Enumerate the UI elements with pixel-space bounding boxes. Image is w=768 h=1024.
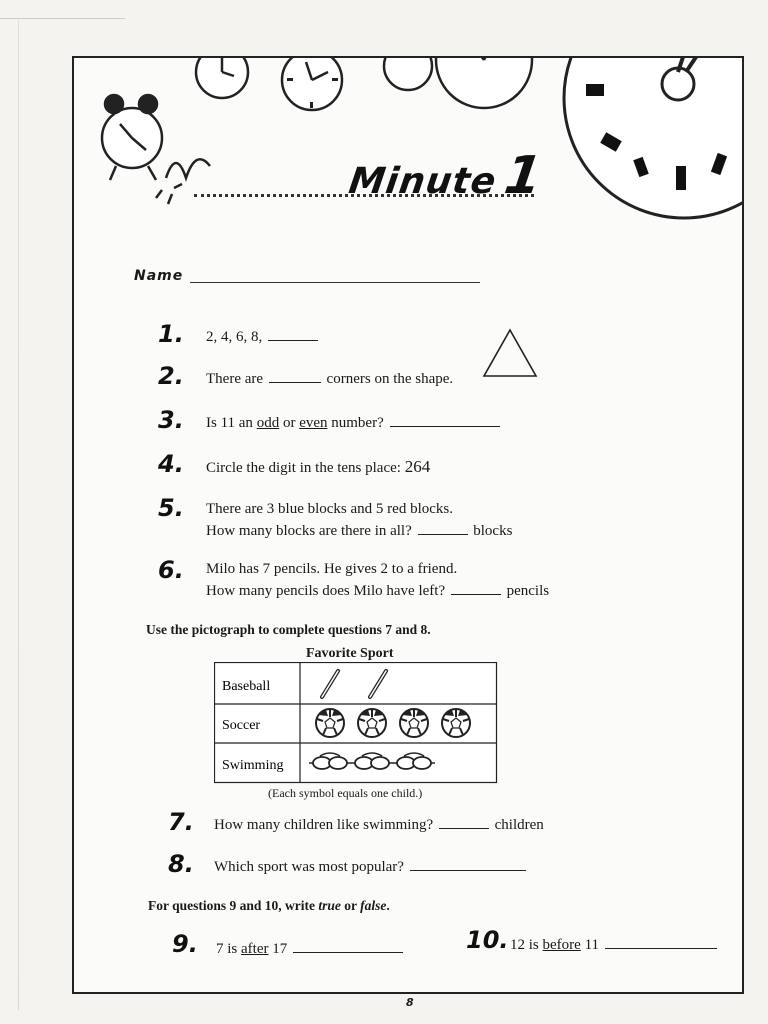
page-number: 8 bbox=[406, 996, 414, 1009]
name-label: Name bbox=[134, 268, 184, 284]
answer-blank[interactable] bbox=[268, 326, 318, 341]
question-number: 3. bbox=[158, 406, 184, 434]
soccer-ball-icon bbox=[400, 709, 428, 737]
title-number: 1 bbox=[500, 146, 547, 206]
question-number: 9. bbox=[172, 930, 198, 958]
question-number: 8. bbox=[168, 850, 194, 878]
pictograph-instructions: Use the pictograph to complete questions 7 and 8. bbox=[146, 622, 431, 637]
number-to-circle[interactable]: 264 bbox=[404, 457, 431, 476]
answer-blank[interactable] bbox=[451, 580, 501, 595]
question-text: Which sport was most popular? bbox=[214, 856, 528, 878]
large-clock-icon bbox=[564, 58, 744, 218]
triangle-shape bbox=[480, 326, 540, 380]
question-number: 1. bbox=[158, 320, 184, 348]
question-text: 12 is before 11 bbox=[510, 934, 719, 956]
question-text: Milo has 7 pencils. He gives 2 to a friend. How many pencils does Milo have left? pencils bbox=[206, 561, 550, 599]
question-text: 2, 4, 6, 8, bbox=[206, 326, 320, 348]
name-field[interactable] bbox=[190, 282, 480, 283]
scan-top-line bbox=[0, 18, 125, 19]
question-text: 7 is after 17 bbox=[216, 938, 405, 960]
title-dotted-line bbox=[194, 194, 534, 197]
question-text: Circle the digit in the tens place: 264 bbox=[206, 457, 431, 476]
worksheet-page bbox=[72, 56, 744, 994]
question-text: How many children like swimming? children bbox=[214, 814, 544, 836]
question-text: There are 3 blue blocks and 5 red blocks. How many blocks are there in all? blocks bbox=[206, 501, 513, 539]
row-label-swimming: Swimming bbox=[222, 758, 284, 773]
question-number: 6. bbox=[158, 556, 184, 584]
answer-blank[interactable] bbox=[293, 938, 403, 953]
page-title bbox=[346, 146, 547, 206]
chart-footnote: (Each symbol equals one child.) bbox=[268, 786, 423, 800]
question-number: 4. bbox=[158, 450, 184, 478]
true-false-instructions: For questions 9 and 10, write true or false. bbox=[148, 898, 390, 913]
scan-edge bbox=[18, 20, 19, 1010]
soccer-ball-icon bbox=[442, 709, 470, 737]
clock-icon bbox=[196, 58, 532, 110]
answer-blank[interactable] bbox=[418, 520, 468, 535]
soccer-ball-icon bbox=[316, 709, 344, 737]
question-number: 5. bbox=[158, 494, 184, 522]
row-label-baseball: Baseball bbox=[222, 679, 271, 694]
row-label-soccer: Soccer bbox=[222, 718, 261, 733]
alarm-clock-icon bbox=[102, 95, 210, 204]
title-word: Minute bbox=[346, 161, 500, 202]
answer-blank[interactable] bbox=[439, 814, 489, 829]
answer-blank[interactable] bbox=[410, 856, 526, 871]
question-number: 7. bbox=[168, 808, 194, 836]
question-text: Is 11 an odd or even number? bbox=[206, 412, 502, 434]
soccer-ball-icon bbox=[358, 709, 386, 737]
answer-blank[interactable] bbox=[390, 412, 500, 427]
question-number: 2. bbox=[158, 362, 184, 390]
pictograph-table bbox=[214, 662, 498, 784]
answer-blank[interactable] bbox=[269, 368, 321, 383]
chart-title: Favorite Sport bbox=[306, 646, 394, 661]
question-text: There are corners on the shape. bbox=[206, 368, 453, 390]
answer-blank[interactable] bbox=[605, 934, 717, 949]
question-number: 10. bbox=[466, 926, 509, 954]
